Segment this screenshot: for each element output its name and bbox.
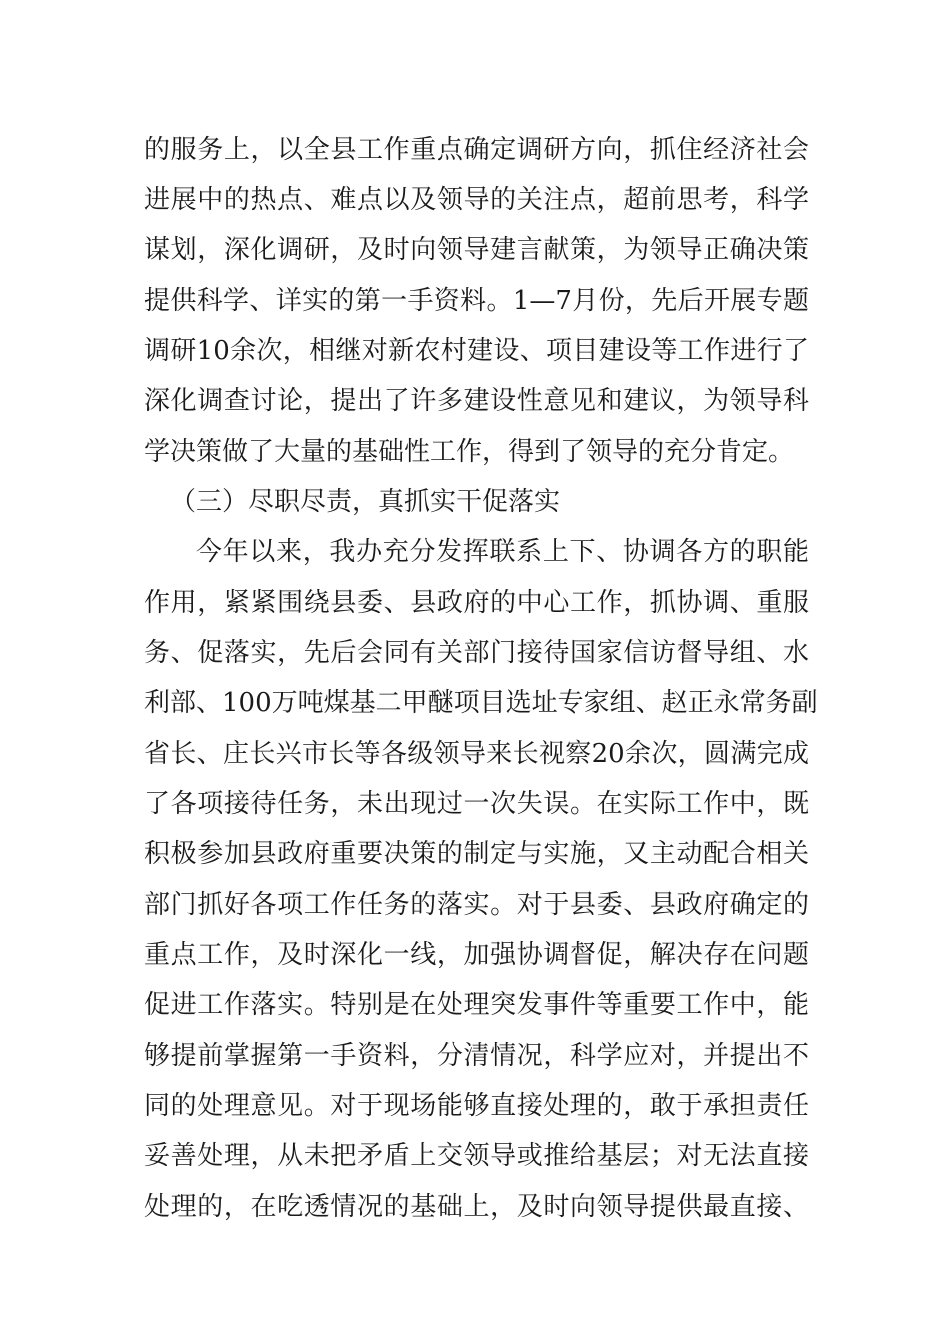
paragraph-1-line-3: 谋划，深化调研，及时向领导建言献策，为领导正确决策 <box>144 235 809 265</box>
paragraph-2-line-5: 省长、庄长兴市长等各级领导来长视察20余次，圆满完成 <box>144 739 809 769</box>
paragraph-2-line-9: 重点工作，及时深化一线，加强协调督促，解决存在问题 <box>144 940 809 970</box>
section-heading: （三）尽职尽责，真抓实干促落实 <box>170 487 561 517</box>
paragraph-2-line-3: 务、促落实，先后会同有关部门接待国家信访督导组、水 <box>144 638 809 668</box>
paragraph-1-line-6: 深化调查讨论，提出了许多建设性意见和建议，为领导科 <box>144 386 809 416</box>
paragraph-2-line-6: 了各项接待任务，未出现过一次失误。在实际工作中，既 <box>144 789 809 819</box>
paragraph-2-line-14: 处理的，在吃透情况的基础上，及时向领导提供最直接、 <box>144 1192 809 1222</box>
paragraph-2-line-2: 作用，紧紧围绕县委、县政府的中心工作，抓协调、重服 <box>144 588 809 618</box>
paragraph-1-line-1: 的服务上，以全县工作重点确定调研方向，抓住经济社会 <box>144 135 809 165</box>
paragraph-2-line-11: 够提前掌握第一手资料，分清情况，科学应对，并提出不 <box>144 1041 809 1071</box>
paragraph-2-line-8: 部门抓好各项工作任务的落实。对于县委、县政府确定的 <box>144 890 809 920</box>
paragraph-1-line-2: 进展中的热点、难点以及领导的关注点，超前思考，科学 <box>144 185 809 215</box>
paragraph-2-line-7: 积极参加县政府重要决策的制定与实施，又主动配合相关 <box>144 839 809 869</box>
paragraph-1-line-7: 学决策做了大量的基础性工作，得到了领导的充分肯定。 <box>144 437 795 467</box>
paragraph-2-line-1: 今年以来，我办充分发挥联系上下、协调各方的职能 <box>196 537 809 567</box>
paragraph-2-line-10: 促进工作落实。特别是在处理突发事件等重要工作中，能 <box>144 990 809 1020</box>
paragraph-2-line-13: 妥善处理，从未把矛盾上交领导或推给基层；对无法直接 <box>144 1141 809 1171</box>
paragraph-1-line-4: 提供科学、详实的第一手资料。1—7月份，先后开展专题 <box>144 286 809 316</box>
paragraph-2-line-12: 同的处理意见。对于现场能够直接处理的，敢于承担责任 <box>144 1091 809 1121</box>
paragraph-2-line-4: 利部、100万吨煤基二甲醚项目选址专家组、赵正永常务副 <box>144 688 818 718</box>
paragraph-1-line-5: 调研10余次，相继对新农村建设、项目建设等工作进行了 <box>144 336 809 366</box>
